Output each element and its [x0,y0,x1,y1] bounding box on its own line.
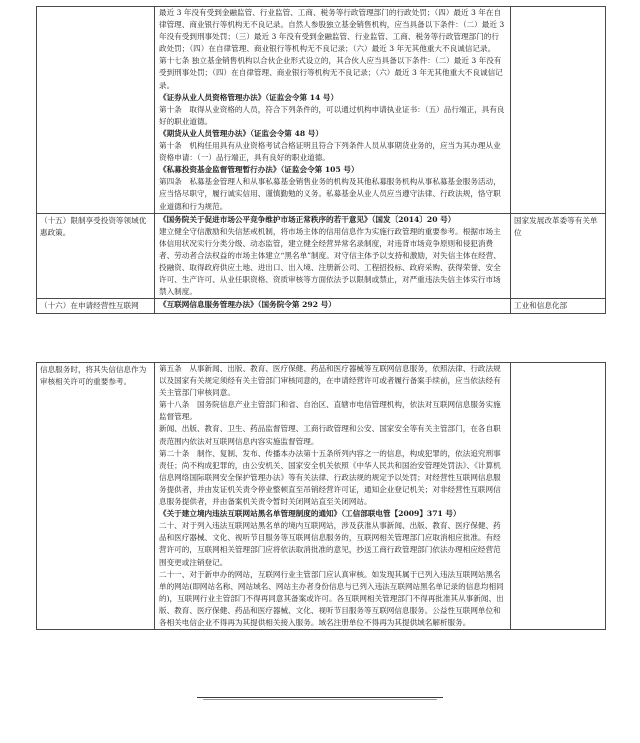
agency-cell: 工业和信息化部 [511,299,606,314]
agency-cell [511,7,606,214]
law-title: 《证券从业人员资格管理办法》（证监会令第 14 号） [159,92,339,102]
paragraph: 新闻、出版、教育、卫生、药品监督管理、工商行政管理和公安、国家安全等有关主管部门，在各自职责范围内依法对互联网信息内容实施监督管理。 [159,424,501,446]
policy-table-lower [36,362,606,630]
agency-cell [511,363,606,630]
law-title: 《期货从业人员管理办法》（证监会令第 48 号） [159,128,323,138]
paragraph: 第二十条 制作、复制、发布、传播本办法第十五条所列内容之一的信息，构成犯罪的，依法追究刑事责任；尚不构成犯罪的，由公安机关、国家安全机关依照《中华人民共和国治安管理处罚法》、《计算机信息网络国际联网安全保护管理办法》等有关法律、行政法规的规定予以处罚；对经营性互联网信息服务提供者，并由发证机关责令停业整顿直至吊销经营许可证，通知企业登记机关；对非经营性互联网信息服务提供者，并由备案机关责令暂时关闭网站直至关闭网站。 [159,448,501,507]
basis-cell [155,7,511,214]
paragraph: 建立健全守信激励和失信惩戒机制，将市场主体的信用信息作为实施行政管理的重要参考。根据市场主体信用状况实行分类分级、动态监管，建立健全经营异常名录制度，对违背市场竞争原则和侵犯消费者、劳动者合法权益的市场主体建立“黑名单”制度。对守信主体予以支持和激励，对失信主体在经营、投融资、取得政府供应土地、进出口、出入境、注册新公司、工程招投标、政府采购、获得荣誉、安全许可、生产许可、从业任职资格、资质审核等方面依法予以限制或禁止，对严重违法失信主体实行市场禁入制度。 [159,226,501,297]
paragraph: 第十条 机构任用具有从业资格考试合格证明且符合下列条件人员从事期货业务的，应当为其办理从业资格申请：（一）品行端正，具有良好的职业道德。 [159,141,501,163]
paragraph: 第五条 从事新闻、出版、教育、医疗保健、药品和医疗器械等互联网信息服务，依照法律、行政法规以及国家有关规定须经有关主管部门审核同意的，在申请经营许可或者履行备案手续前，应当依法经有关主管部门审核同意。 [159,364,501,398]
paragraph: 第四条 私募基金管理人和从事私募基金销售业务的机构及其他私募服务机构从事私募基金服务活动，应当恪尽职守，履行诚实信用、谨慎勤勉的义务。私募基金从业人员应当遵守法律、行政法规，恪守职业道德和行为规范。 [159,177,501,211]
divider [197,697,443,698]
paragraph: 二十一、对于新申办的网站，互联网行业主管部门应认真审核。如发现其属于已列入违法互联网站黑名单的网站(即网站名称、网站域名、网站主办者身份信息与已列入违法互联网站黑名单记录的信息均相同的)，互联网行业主管部门不得再同意其备案或许可。各互联网相关管理部门不得再批准其从事新闻、出版、教育、医疗保健、药品和医疗器械、文化、视听节目服务等互联网信息服务。公益性互联网单位和各相关电信企业不得再为其提供相关接入服务。域名注册单位不得再为其提供域名解析服务。 [159,569,504,627]
law-title: 《国务院关于促进市场公平竞争维护市场正常秩序的若干意见》（国发〔2014〕20 号） [159,214,456,224]
law-title: 《互联网信息服务管理办法》（国务院令第 292 号） [159,300,336,310]
paragraph: 第十条 取得从业资格的人员，符合下列条件的，可以通过机构申请执业证书：（五）品行端正，具有良好的职业道德。 [159,104,505,126]
measure-cell: （十六）在申请经营性互联网 [37,299,155,314]
law-title: 《私募投资基金监督管理暂行办法》（证监会令第 105 号） [159,165,359,175]
paragraph: 二十、对于列入违法互联网站黑名单的境内互联网站，涉及获准从事新闻、出版、教育、医疗保健、药品和医疗器械、文化、视听节目服务等互联网信息服务的，互联网相关管理部门应取消相应批准。有经营许可的，互联网相关管理部门应将依法取消批准的意见，抄送工商行政管理部门依法办理相应经营范围变更或注销登记。 [159,521,501,567]
table-row [37,213,606,299]
agency-cell: 国家发展改革委等有关单位 [511,213,606,299]
table-row [37,299,606,314]
table-row [37,7,606,214]
policy-table-upper [36,6,606,314]
paragraph: 第十八条 国务院信息产业主管部门和省、自治区、直辖市电信管理机构，依法对互联网信息服务实施监督管理。 [159,400,501,422]
table-row [37,363,606,630]
measure-cell [37,7,155,214]
paragraph: 第十七条 独立基金销售机构以合伙企业形式设立的，其合伙人应当具备以下条件：（二）最近 3 年没有受到刑事处罚；（四）在自律管理、商业银行等机构无不良记录；（六）最近 3 年无其他重大不良诚信记录。 [159,56,503,90]
paragraph: 最近 3 年没有受到金融监管、行业监管、工商、税务等行政管理部门的行政处罚；（四）最近 3 年在自律管理、商业银行等机构无不良记录。自然人参股独立基金销售机构，应当具备以下条件：（二）最近 3 年没有受到刑事处罚；（三）最近 3 年没有受到金融监管、行业监管、工商、税务等行政管理部门的行政处罚；（四）在自律管理、商业银行等机构无不良记录；（六）最近 3 年无其他重大不良诚信记录。 [159,8,505,54]
divider [203,699,437,700]
law-title: 《关于建立境内违法互联网站黑名单管理制度的通知》（工信部联电管【2009】371 号） [159,509,461,519]
measure-cell: （十五）限制享受投资等领域优惠政策。 [37,213,155,299]
basis-cell [155,363,511,630]
basis-cell [155,213,511,299]
basis-cell [155,299,511,314]
measure-cell: 信息服务时，将其失信信息作为审核相关许可的重要参考。 [37,363,155,630]
